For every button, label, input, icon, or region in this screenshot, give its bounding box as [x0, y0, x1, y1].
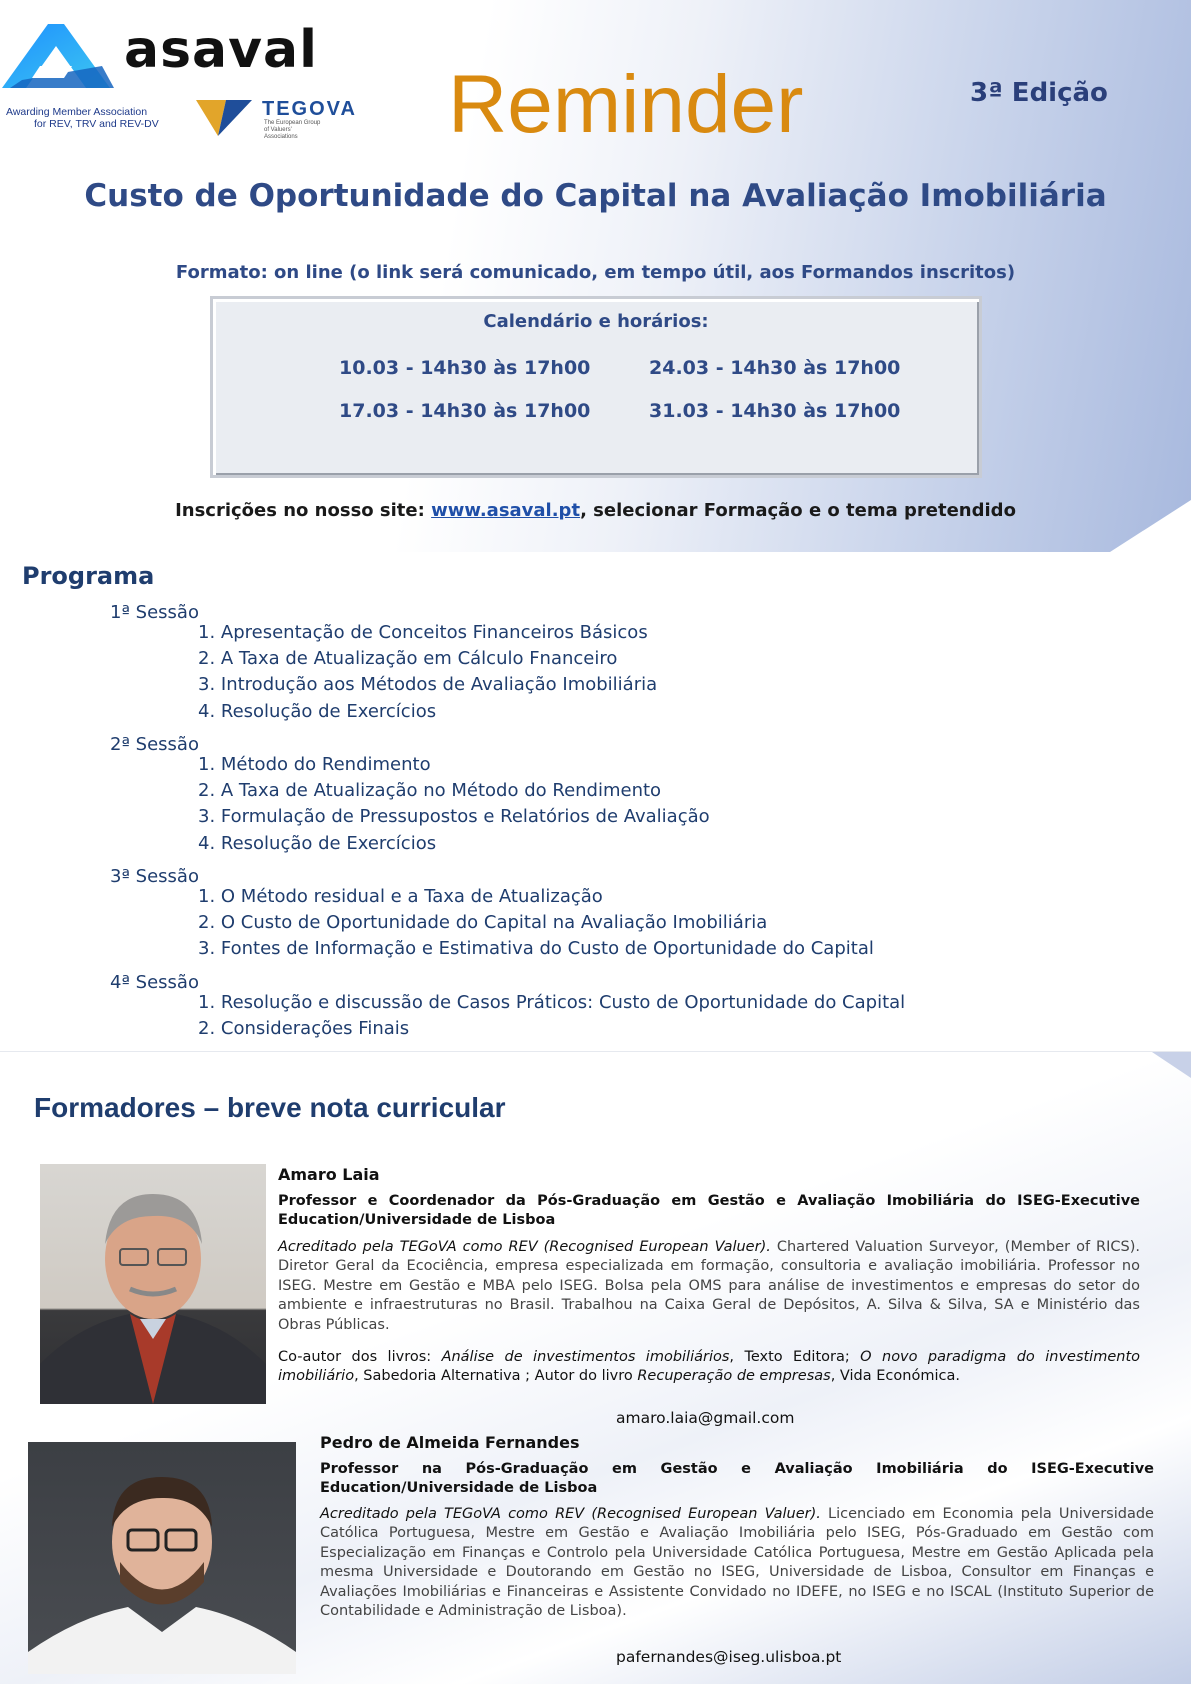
partner-subtitle: The European Group of Valuers' Associations — [264, 120, 321, 140]
registration-prefix: Inscrições no nosso site: — [175, 500, 432, 521]
program-item: 1. Apresentação de Conceitos Financeiros Básicos — [198, 622, 648, 643]
session-label: 1ª Sessão — [110, 602, 199, 623]
course-title: Custo de Oportunidade do Capital na Avaliação Imobiliária — [84, 178, 1107, 214]
trainer-accreditation: Acreditado pela TEGoVA como REV (Recognised European Valuer). — [320, 1506, 821, 1522]
formadores-title: Formadores – breve nota curricular — [34, 1092, 506, 1123]
calendar-date: 17.03 - 14h30 às 17h00 — [339, 400, 591, 422]
program-item: 2. A Taxa de Atualização em Cálculo Fnanceiro — [198, 648, 618, 669]
session-label: 4ª Sessão — [110, 972, 199, 993]
brand-subtitle — [6, 106, 159, 130]
program-item: 4. Resolução de Exercícios — [198, 833, 437, 854]
program-item: 3. Formulação de Pressupostos e Relatórios de Avaliação — [198, 806, 710, 827]
formadores-corner — [1152, 1052, 1191, 1078]
portrait-icon — [28, 1442, 296, 1674]
books-prefix: Co-autor dos livros: — [278, 1349, 442, 1365]
trainer-name: Pedro de Almeida Fernandes — [320, 1433, 580, 1452]
books-suffix: , Vida Económica. — [830, 1368, 960, 1385]
trainer-role: Professor e Coordenador da Pós-Graduação em Gestão e Avaliação Imobiliária do ISEG-Executive Education/Universidade de Lisboa — [278, 1193, 1140, 1228]
portrait-icon — [40, 1164, 266, 1404]
amaro-laia-photo — [40, 1164, 266, 1404]
book-title: O novo paradigma do investimento imobiliário — [278, 1349, 1141, 1385]
trainer-bio-text: Chartered Valuation Surveyor, (Member of RICS). Diretor Geral da Ecociência, empresa especializada em formação, consultoria e avaliação imobiliária. Professor no ISEG. Mestre em Gestão e MBA pelo ISEG. Bolsa pela OMS para análise de investimentos e empresas do setor do ambiente e infraestruturas no Brasil. Trabalhou na Caixa Geral de Depósitos, A. Silva & Silva, SA e Ministério das Obras Públicas. — [278, 1239, 1140, 1333]
program-item: 3. Fontes de Informação e Estimativa do Custo de Oportunidade do Capital — [198, 938, 874, 959]
calendar-box — [210, 296, 982, 478]
session-label: 3ª Sessão — [110, 866, 199, 887]
calendar-date: 31.03 - 14h30 às 17h00 — [649, 400, 901, 422]
trainer-accreditation: Acreditado pela TEGoVA como REV (Recognised European Valuer). — [278, 1239, 771, 1255]
trainer-role: Professor na Pós-Graduação em Gestão e Avaliação Imobiliária do ISEG-Executive Education/Universidade de Lisboa — [320, 1461, 1154, 1496]
program-item: 2. Considerações Finais — [198, 1018, 410, 1039]
trainer-books — [278, 1348, 1140, 1387]
books-sep: , Texto Editora; — [729, 1349, 861, 1365]
program-item: 3. Introdução aos Métodos de Avaliação Imobiliária — [198, 674, 658, 695]
pedro-fernandes-photo — [28, 1442, 296, 1674]
session-label: 2ª Sessão — [110, 734, 199, 755]
registration-line — [0, 500, 1191, 521]
tegova-logo-icon — [196, 100, 252, 136]
format-info: Formato: on line (o link será comunicado, em tempo útil, aos Formandos inscritos) — [175, 262, 1016, 283]
program-item: 2. O Custo de Oportunidade do Capital na Avaliação Imobiliária — [198, 912, 768, 933]
asaval-logo-icon — [2, 22, 122, 88]
program-item: 4. Resolução de Exercícios — [198, 701, 437, 722]
program-item: 1. Resolução e discussão de Casos Práticos: Custo de Oportunidade do Capital — [198, 992, 906, 1013]
reminder-heading: Reminder — [448, 59, 804, 150]
brand-subtitle-line2: for REV, TRV and REV-DV — [34, 118, 159, 130]
brand-name: asaval — [124, 20, 318, 80]
partner-name: TEGOVA — [262, 98, 357, 120]
trainer-email[interactable]: amaro.laia@gmail.com — [616, 1409, 795, 1427]
registration-link[interactable]: www.asaval.pt — [431, 500, 581, 521]
calendar-date: 24.03 - 14h30 às 17h00 — [649, 357, 901, 379]
trainer-bio — [320, 1505, 1154, 1621]
trainer-bio-text: Licenciado em Economia pela Universidade Católica Portuguesa, Mestre em Gestão e Avaliação Imobiliária pelo ISEG, Pós-Graduado em Gestão com Especialização em Finanças e Controlo pela Universidade Católica Portuguesa, Mestre em Gestão Aplicada pela mesma Universidade e Doutorando em Gestão no ISEG, Universidade de Lisboa, Consultor em Finanças e Avaliações Imobiliárias e Financeiras e Assistente Convidado no IDEFE, no ISEG e no ISCAL (Instituto Superior de Contabilidade e Administração de Lisboa). — [320, 1506, 1154, 1620]
book-title: Análise de investimentos imobiliários — [441, 1349, 730, 1365]
program-item: 2. A Taxa de Atualização no Método do Rendimento — [198, 780, 662, 801]
brand-subtitle-line1: Awarding Member Association — [6, 106, 148, 118]
programa-title: Programa — [22, 562, 155, 590]
trainer-email[interactable]: pafernandes@iseg.ulisboa.pt — [616, 1648, 842, 1666]
trainer-bio — [278, 1238, 1140, 1335]
trainer-name: Amaro Laia — [278, 1165, 380, 1184]
calendar-title: Calendário e horários: — [483, 311, 709, 332]
calendar-date: 10.03 - 14h30 às 17h00 — [339, 357, 591, 379]
program-item: 1. O Método residual e a Taxa de Atualização — [198, 886, 603, 907]
edition-label: 3ª Edição — [970, 78, 1108, 108]
program-item: 1. Método do Rendimento — [198, 754, 431, 775]
registration-suffix: , selecionar Formação e o tema pretendido — [580, 500, 1016, 521]
book-title: Recuperação de empresas — [637, 1368, 831, 1385]
books-sep: , Sabedoria Alternativa ; Autor do livro — [354, 1368, 638, 1385]
